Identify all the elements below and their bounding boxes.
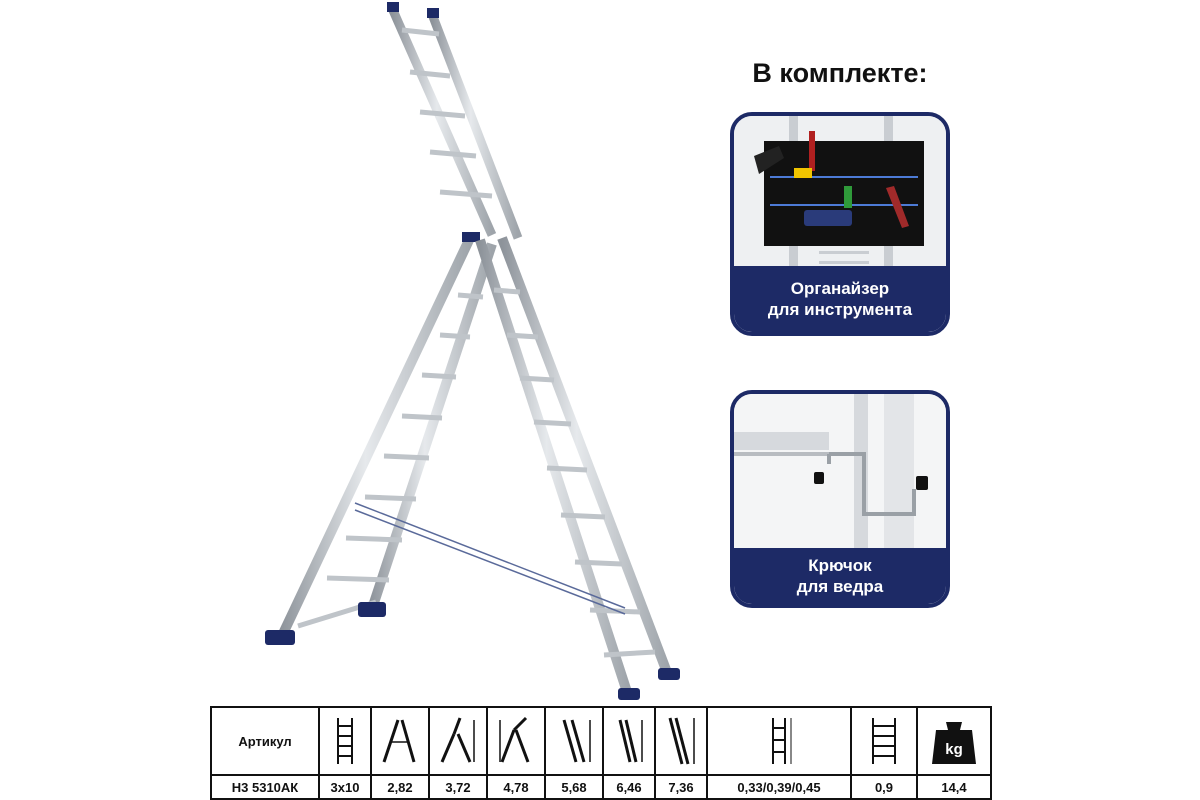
a-frame-height-icon <box>371 707 429 775</box>
spec-height-value-5: 6,46 <box>603 775 655 799</box>
section-length-icon <box>707 707 851 775</box>
ladder-front-section <box>265 232 492 645</box>
spec-section-length-value: 0,33/0,39/0,45 <box>707 775 851 799</box>
spec-rung-spacing-value: 0,9 <box>851 775 917 799</box>
spec-height-value-1: 2,82 <box>371 775 429 799</box>
spec-height-value-6: 7,36 <box>655 775 707 799</box>
bucket-hook-card <box>730 390 950 608</box>
spec-article-value: Н3 5310АК <box>211 775 319 799</box>
leaning-height-icon <box>545 707 603 775</box>
spec-article-header: Артикул <box>211 707 319 775</box>
bucket-hook-caption-line1: Крючок <box>808 556 872 575</box>
spec-height-value-3: 4,78 <box>487 775 545 799</box>
ladder-sections-icon <box>319 707 371 775</box>
spec-height-value-4: 5,68 <box>545 775 603 799</box>
rung-spacing-icon <box>851 707 917 775</box>
spec-sections-value: 3x10 <box>319 775 371 799</box>
leaning-max-height-icon <box>655 707 707 775</box>
tool-organizer-caption-line1: Органайзер <box>790 279 890 298</box>
a-frame-extended-height-icon <box>429 707 487 775</box>
tool-organizer-caption <box>734 266 946 332</box>
a-frame-max-height-icon <box>487 707 545 775</box>
ladder-illustration <box>230 0 710 705</box>
ladder-rear-section <box>480 238 680 700</box>
leaning-extended-height-icon <box>603 707 655 775</box>
weight-kg-icon <box>917 707 991 775</box>
bucket-hook-caption <box>734 548 946 604</box>
tool-organizer-card <box>730 112 950 336</box>
spec-table <box>210 706 990 798</box>
bucket-hook-image <box>734 394 946 556</box>
spec-height-value-2: 3,72 <box>429 775 487 799</box>
tool-organizer-caption-line2: для инструмента <box>767 300 913 319</box>
weight-kg-label: kg <box>945 741 963 758</box>
tool-organizer-image <box>734 116 946 274</box>
bucket-hook-caption-line2: для ведра <box>796 577 884 596</box>
spec-weight-value: 14,4 <box>917 775 991 799</box>
kit-heading: В комплекте: <box>752 58 928 88</box>
ladder-top-section <box>387 2 518 238</box>
